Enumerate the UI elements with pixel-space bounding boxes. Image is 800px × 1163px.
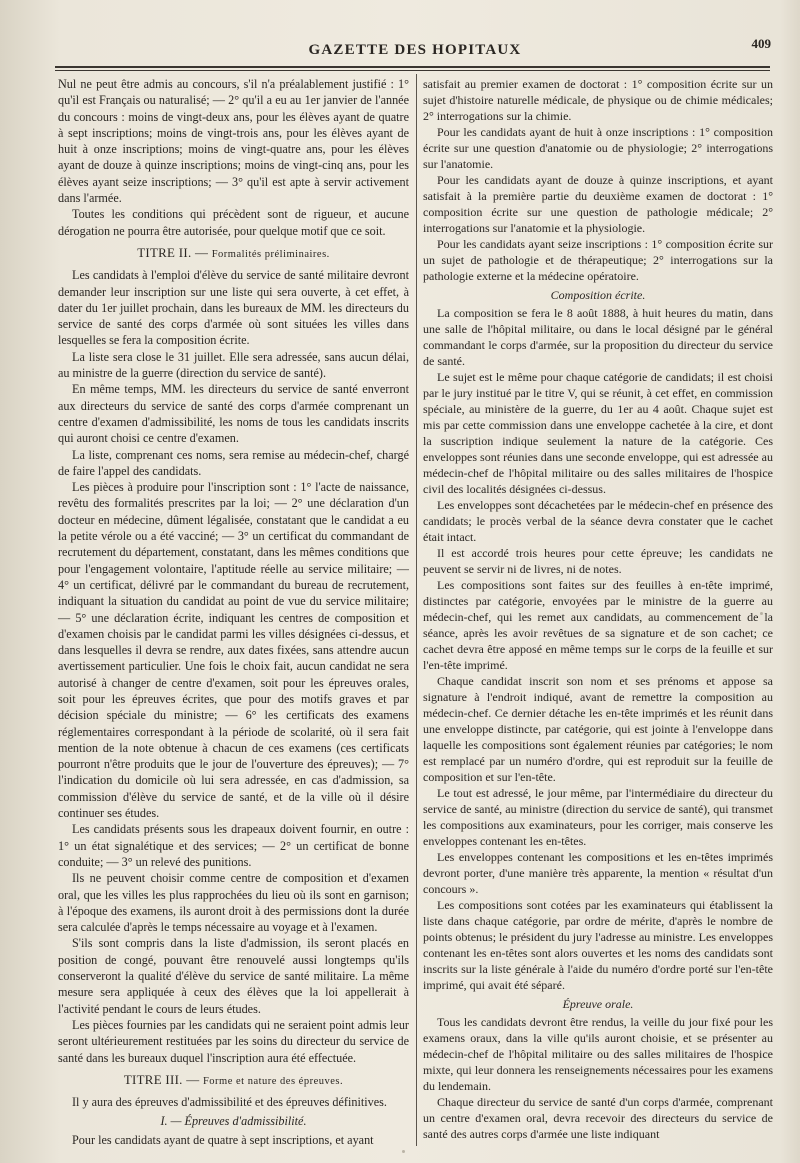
paragraph: Les candidats à l'emploi d'élève du service de santé militaire devront demander leur inscription sur une liste qui sera ouverte, à cet effet, à dater du 1er juillet prochain, dans les bureaux de MM. les directeurs du service de santé des corps d'armée où sont situées les villes dans lesquelles se fera la composition écrite. — [58, 268, 409, 348]
section-heading-title: Formalités préliminaires. — [211, 248, 330, 260]
paragraph: La composition se fera le 8 août 1888, à huit heures du matin, dans une salle de l'hôpital militaire, ou dans le local désigné par le général commandant le corps d'armée, sur la proposition du directeur du service de santé. — [423, 306, 773, 368]
paragraph: Les pièces à produire pour l'inscription sont : 1° l'acte de naissance, revêtu des formalités prescrites par la loi; — 2° une déclaration d'un docteur en médecine, dûment légalisée, constatant que le candidat a eu la petite vérole ou a été vacciné; — 3° un certificat du commandant de recrutement du département, constatant, dans les mêmes conditions que pour l'engagement volontaire, l'aptitude réelle au service militaire; — 4° un certificat, délivré par le commandant du bureau de recrutement, indiquant la situation du candidat au point de vue du service militaire; — 5° une déclaration écrite, indiquant les centres de composition et d'examen choisis par le candidat parmi les villes désignées ci-dessus, et dans lesquelles il devra se rendre, aux dates fixées, sans attendre aucun avertissement particulier. Une fois le choix fait, aucun candidat ne sera autorisé à changer de centre d'examen, soit pour les épreuves orales, soit pour les épreuves écrites, que pour des motifs graves et par décision spéciale du ministre; — 6° les certificats des examens réglementaires correspondant à la période de scolarité, où il sera fait mention de la note obtenue à chacun de ces examens (ces certificats pourront n'être produits que le jour de l'ouverture des épreuves); — 7° l'indication du domicile où lui sera adressée, en cas d'admission, sa commission d'élève du service de santé, et de la ville où il désire continuer ses études. — [58, 480, 409, 821]
paragraph: Pour les candidats ayant de douze à quinze inscriptions, et ayant satisfait à la première partie du deuxième examen de doctorat : 1° composition écrite sur une question de pathologie médicale; 2° interrogations sur l'anatomie et la physiologie. — [423, 173, 773, 235]
paragraph: Les candidats présents sous les drapeaux doivent fournir, en outre : 1° un état signalétique et des services; — 2° un certificat de bonne conduite; — 3° un relevé des punitions. — [58, 822, 409, 869]
section-heading-label: TITRE II. — — [137, 245, 209, 260]
running-title: GAZETTE DES HOPITAUX — [308, 42, 522, 58]
page-number: 409 — [751, 36, 771, 51]
paragraph: En même temps, MM. les directeurs du service de santé enverront aux directeurs du service de santé des corps d'armée comprenant un centre d'examen d'admissibilité, les noms de tous les candidats inscrits qui auront choisi ce centre d'examen. — [58, 382, 409, 446]
paper-stain — [760, 612, 763, 615]
paragraph: Les compositions sont faites sur des feuilles à en-tête imprimé, distinctes par catégorie, envoyées par le ministre de la guerre au médecin-chef, qui les remet aux candidats, au commencement de la séance, après les avoir revêtues de sa signature et de son cachet; ce cachet devra être apposé en même temps sur le corps de la feuille et sur l'en-tête imprimé. — [423, 578, 773, 672]
paragraph: Les enveloppes sont décachetées par le médecin-chef en présence des candidats; le procès verbal de la séance devra constater que le cachet était intact. — [423, 498, 773, 544]
page-header — [55, 34, 775, 64]
subheading: I. — Épreuves d'admissibilité. — [160, 1114, 307, 1129]
column-divider — [416, 74, 417, 1146]
paragraph: satisfait au premier examen de doctorat : 1° composition écrite sur un sujet d'histoire naturelle médicale, de physique ou de chimie médicales; 2° interrogations sur la chimie. — [423, 77, 773, 123]
left-column — [58, 76, 409, 1148]
section-heading-label: TITRE III. — — [123, 1072, 200, 1087]
paragraph: Toutes les conditions qui précèdent sont de rigueur, et aucune dérogation ne pourra être autorisée, pour quelque motif que ce soit. — [58, 207, 409, 238]
section-heading-titre-3 — [58, 1072, 409, 1090]
paragraph: Pour les candidats ayant seize inscriptions : 1° composition écrite sur un sujet de pathologie et de thérapeutique; 2° interrogations sur la pathologie externe et la médecine opératoire. — [423, 237, 773, 283]
paragraph: Chaque candidat inscrit son nom et ses prénoms et appose sa signature à l'endroit indiqué, avant de remettre la composition au médecin-chef. Ce dernier détache les en-tête imprimés et les réunit dans une enveloppe distincte, par catégorie, qui est jointe à l'enveloppe dans laquelle les compositions sont également réunies par catégories; le nom est remplacé par un numéro d'ordre, qui est reproduit sur la feuille de composition et sur l'en-tête. — [423, 674, 773, 784]
subheading: Épreuve orale. — [562, 997, 634, 1011]
header-rule-thick — [55, 66, 770, 68]
paragraph: Pour les candidats ayant de quatre à sept inscriptions, et ayant — [72, 1132, 374, 1147]
right-column — [423, 76, 773, 1142]
paragraph: Nul ne peut être admis au concours, s'il n'a préalablement justifié : 1° qu'il est Français ou naturalisé; — 2° qu'il a eu au 1er janvier de l'année du concours : moins de vingt-deux ans, pour les élèves ayant de quatre à sept inscriptions; moins de vingt-trois ans, pour les élèves ayant de huit à onze inscriptions; moins de vingt-quatre ans, pour les élèves ayant de douze à quinze inscriptions; moins de vingt-cinq ans, pour les élèves ayant seize inscriptions; — 3° qu'il est apte à servir activement dans l'armée. — [58, 77, 409, 206]
paragraph: Les enveloppes contenant les compositions et les en-têtes imprimés devront porter, d'une manière très apparente, la mention « résultat d'un concours ». — [423, 850, 773, 896]
paragraph: Les pièces fournies par les candidats qui ne seraient point admis leur seront ultérieurement restituées par les soins du directeur du service de santé dans les bureaux duquel l'inscription aura été effectuée. — [58, 1017, 409, 1065]
paragraph: Tous les candidats devront être rendus, la veille du jour fixé pour les examens oraux, dans la ville qu'ils auront choisie, et se présenter au médecin-chef de l'hôpital militaire ou des salles militaires de l'hospice mixte, qui leur donnera les renseignements nécessaires pour les examens du lendemain. — [423, 1015, 773, 1093]
paragraph: Ils ne peuvent choisir comme centre de composition et d'examen oral, que les villes les plus rapprochées du lieu où ils sont en garnison; à l'époque des examens, ils auront droit à des permissions dont la durée sera calculée d'après le temps nécessaire au voyage et à l'examen. — [58, 871, 409, 935]
paragraph: La liste, comprenant ces noms, sera remise au médecin-chef, chargé de faire l'appel des candidats. — [58, 447, 409, 478]
paragraph: Le sujet est le même pour chaque catégorie de candidats; il est choisi par le jury institué par le titre V, qui se réunit, à cet effet, en commission spéciale, au ministère de la guerre, du 1er au 4 août. Chaque sujet est mis par cette commission dans une enveloppe cachetée à la cire, et dont la suscription indique seulement la nature de la catégorie. Ces enveloppes sont réunies dans une seconde enveloppe, qui est adressée au médecin-chef de l'hôpital militaire ou des salles militaires de l'hospice civil des localités désignées ci-dessus. — [423, 370, 773, 496]
paragraph: Les compositions sont cotées par les examinateurs qui établissent la liste dans chaque catégorie, par ordre de mérite, d'après le nombre de points obtenus; le président du jury l'adresse au ministre. Les enveloppes contenant les en-têtes sont alors ouvertes et les noms des candidats sont inscrits sur la liste générale à l'aide du numéro d'ordre porté sur l'en-tête imprimé, qui avait été séparé. — [423, 898, 773, 992]
paragraph: Chaque directeur du service de santé d'un corps d'armée, comprenant un centre d'examen oral, devra recevoir des directeurs du service de santé des autres corps d'armée une liste indiquant — [423, 1095, 773, 1141]
subheading: Composition écrite. — [550, 288, 646, 302]
paragraph: La liste sera close le 31 juillet. Elle sera adressée, sans aucun délai, au ministre de la guerre (direction du service de santé). — [58, 349, 409, 381]
paper-stain — [402, 1150, 405, 1153]
paragraph: Il est accordé trois heures pour cette épreuve; les candidats ne peuvent se servir ni de livres, ni de notes. — [423, 546, 773, 576]
paragraph: Le tout est adressé, le jour même, par l'intermédiaire du directeur du service de santé, au ministre (direction du service de santé), qui transmet les compositions aux examinateurs, pour les corriger, mais conserve les enveloppes contenant les en-têtes. — [423, 786, 773, 848]
section-heading-titre-2 — [58, 245, 409, 263]
paragraph: S'ils sont compris dans la liste d'admission, ils seront placés en position de congé, pouvant être renouvelé aussi longtemps qu'ils conserveront la qualité d'élève du service de santé militaire. La même mesure sera appliquée à ceux des élèves que la loi appellerait à l'activité pendant le cours de leurs études. — [58, 936, 409, 1016]
header-rule-thin — [55, 70, 770, 71]
paragraph: Il y aura des épreuves d'admissibilité et des épreuves définitives. — [72, 1095, 387, 1110]
section-heading-title: Forme et nature des épreuves. — [202, 1075, 344, 1087]
paragraph: Pour les candidats ayant de huit à onze inscriptions : 1° composition écrite sur une question d'anatomie ou de physiologie; 2° interrogations sur l'anatomie. — [423, 125, 773, 171]
